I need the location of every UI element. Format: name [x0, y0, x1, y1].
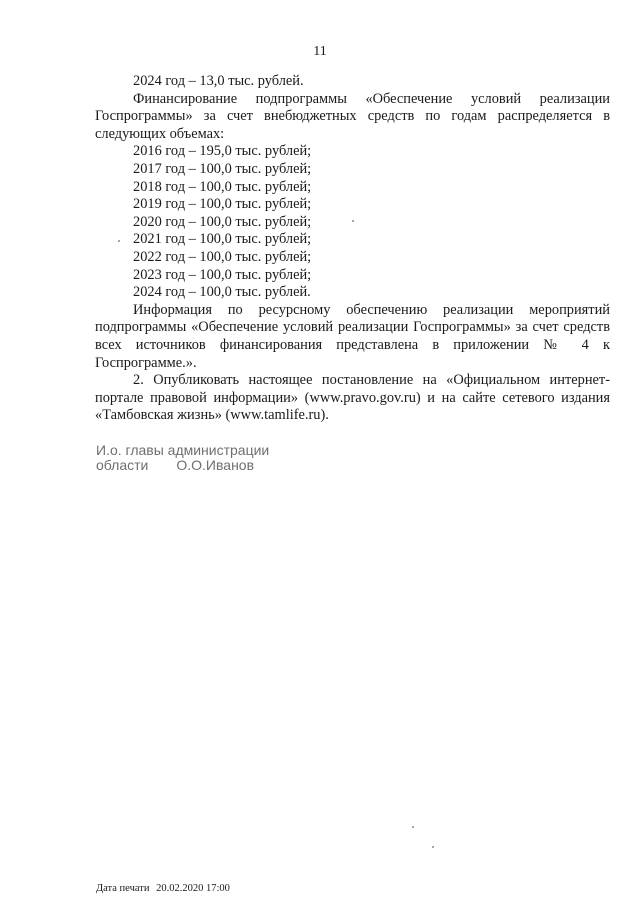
- signature-name: О.О.Иванов: [176, 457, 255, 473]
- paragraph-financing: Финансирование подпрограммы «Обеспечение условий реализации Госпрограммы» за счет внебюджетных средств по годам распределяется в следующих объемах:: [95, 90, 610, 142]
- first-line: 2024 год – 13,0 тыс. рублей.: [133, 73, 304, 89]
- list-item: 2023 год – 100,0 тыс. рублей;: [133, 266, 312, 283]
- page-number: 11: [313, 44, 327, 59]
- paragraph-publish: 2. Опубликовать настоящее постановление на «Официальном интернет-портале правовой информации» (www.pravo.gov.ru) и на сайте сетевого издания «Тамбовская жизнь» (www.tamlife.ru).: [95, 372, 610, 424]
- scan-speck: [412, 826, 414, 828]
- list-item: 2020 год – 100,0 тыс. рублей;: [133, 213, 312, 230]
- print-date-value: 20.02.2020 17:00: [156, 883, 230, 894]
- print-date: [96, 883, 230, 894]
- print-date-label: Дата печати: [96, 883, 150, 894]
- list-item: 2019 год – 100,0 тыс. рублей;: [133, 196, 312, 213]
- scan-speck: [432, 846, 434, 848]
- list-item: 2024 год – 100,0 тыс. рублей.: [133, 284, 311, 301]
- signature-block: [96, 443, 269, 473]
- scan-speck: [118, 240, 120, 242]
- list-item: 2022 год – 100,0 тыс. рублей;: [133, 248, 312, 265]
- paragraph-info: Информация по ресурсному обеспечению реализации мероприятий подпрограммы «Обеспечение условий реализации Госпрограммы» за счет средств всех источников финансирования представлена в приложении № 4 к Госпрограмме.».: [95, 301, 610, 371]
- list-item: 2021 год – 100,0 тыс. рублей;: [133, 231, 312, 248]
- signature-region: области: [96, 457, 149, 473]
- document-body: [95, 73, 610, 425]
- list-item: 2017 год – 100,0 тыс. рублей;: [133, 160, 312, 177]
- signature-title: И.о. главы администрации: [96, 442, 270, 458]
- list-item: 2016 год – 195,0 тыс. рублей;: [133, 143, 312, 160]
- list-item: 2018 год – 100,0 тыс. рублей;: [133, 178, 312, 195]
- scan-speck: [352, 220, 354, 222]
- year-list: [95, 143, 610, 301]
